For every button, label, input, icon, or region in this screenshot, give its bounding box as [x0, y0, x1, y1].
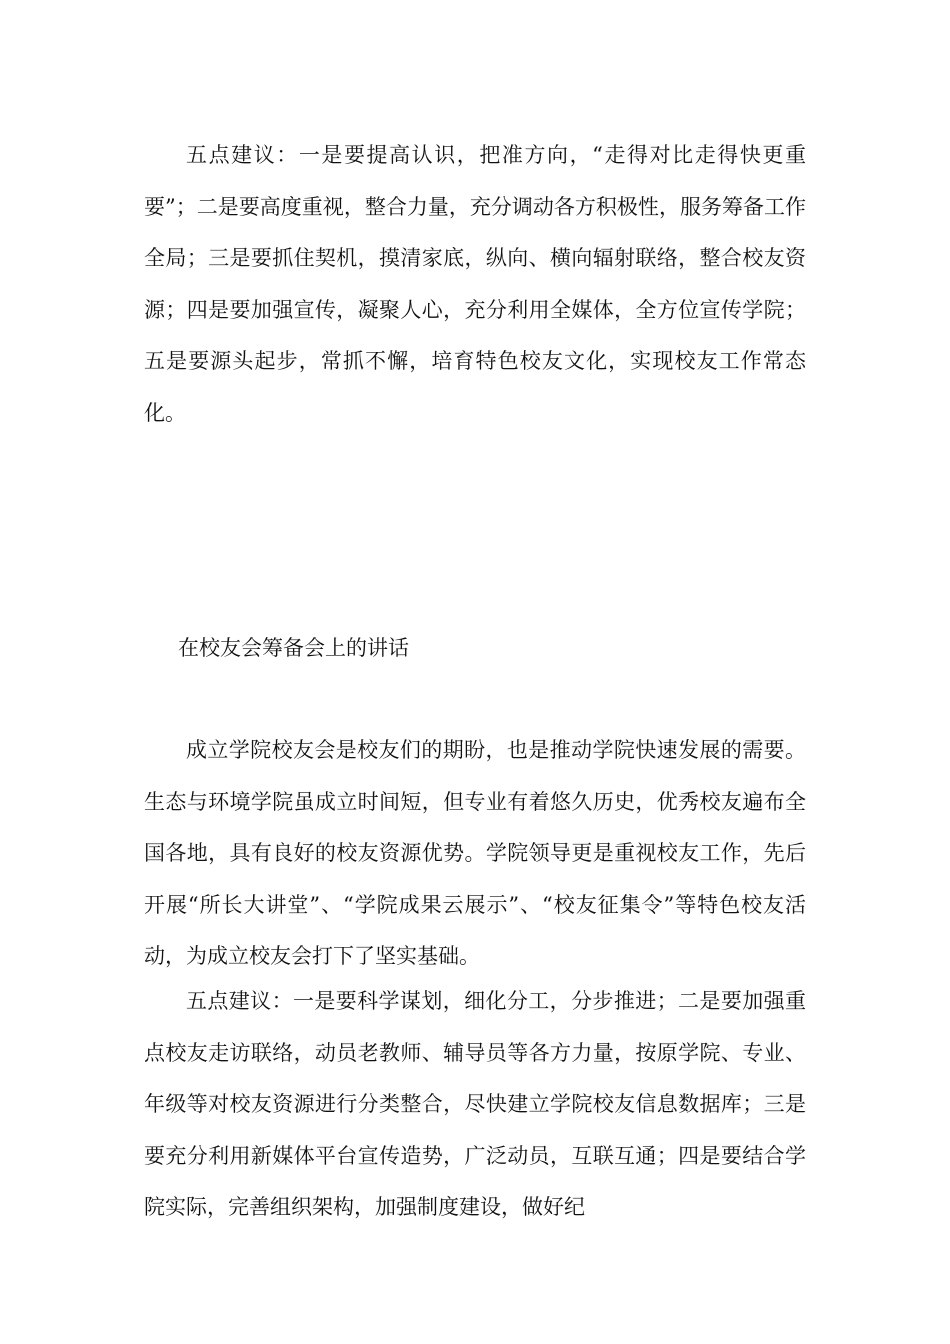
paragraph-five-suggestions-1: 五点建议：一是要提高认识，把准方向，“走得对比走得快更重要”；二是要高度重视，整合力量，充分调动各方积极性，服务筹备工作全局；三是要抓住契机，摸清家底，纵向、横向辐射联络，整合校友资源；四是要加强宣传，凝聚人心，充分利用全媒体，全方位宣传学院；五是要源头起步，常抓不懈，培育特色校友文化，实现校友工作常态化。 [144, 143, 806, 425]
section-title: 在校友会筹备会上的讲话 [178, 636, 409, 660]
paragraph-five-suggestions-2: 五点建议：一是要科学谋划，细化分工，分步推进；二是要加强重点校友走访联络，动员老教师、辅导员等各方力量，按原学院、专业、年级等对校友资源进行分类整合，尽快建立学院校友信息数据库；三是要充分利用新媒体平台宣传造势，广泛动员，互联互通；四是要结合学院实际，完善组织架构，加强制度建设，做好纪 [144, 989, 806, 1219]
paragraph-alumni-association: 成立学院校友会是校友们的期盼，也是推动学院快速发展的需要。生态与环境学院虽成立时间短，但专业有着悠久历史，优秀校友遍布全国各地，具有良好的校友资源优势。学院领导更是重视校友工作，先后开展“所长大讲堂”、“学院成果云展示”、“校友征集令”等特色校友活动，为成立校友会打下了坚实基础。 [144, 738, 806, 968]
